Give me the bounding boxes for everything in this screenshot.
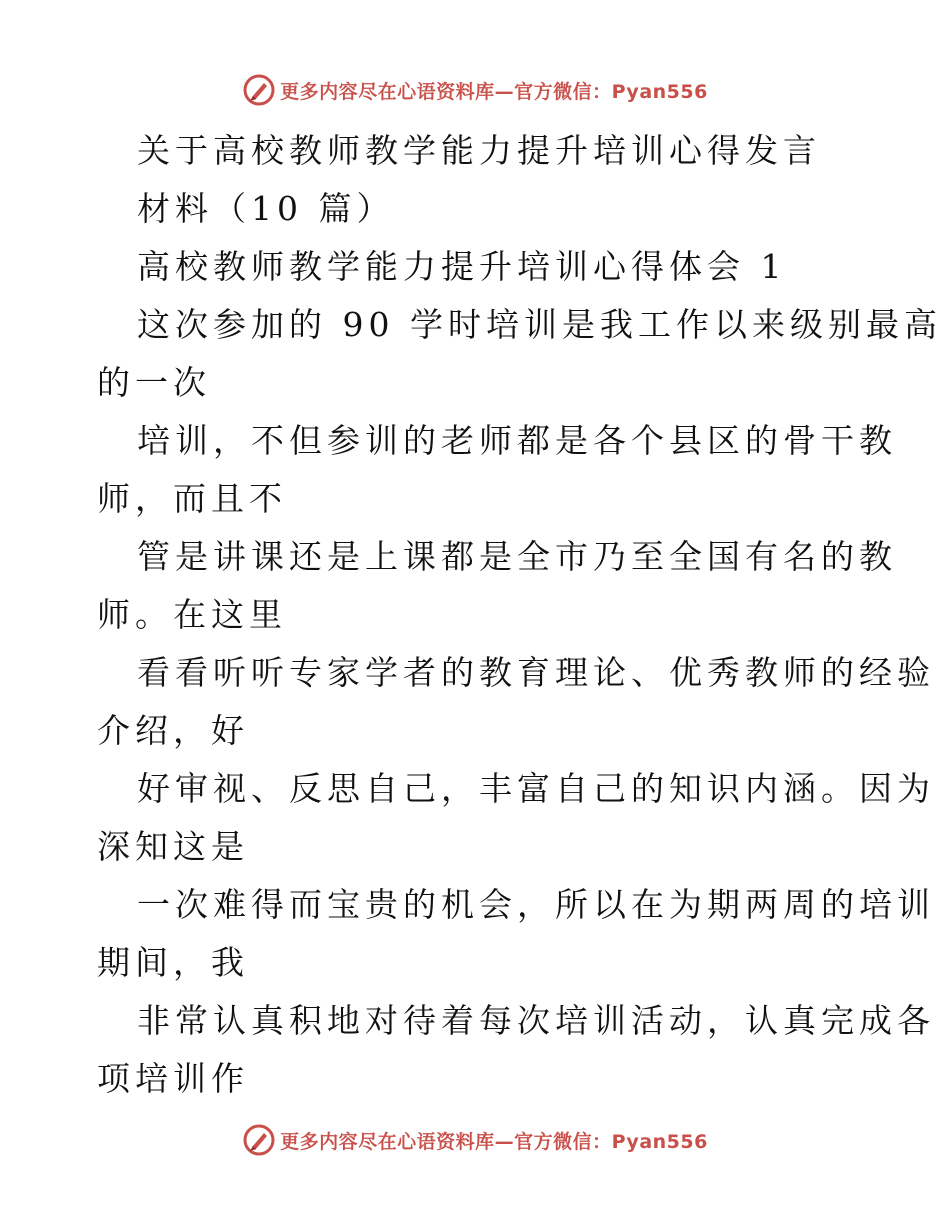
paragraph-line: 看看听听专家学者的教育理论、优秀教师的经验 — [137, 653, 935, 692]
paragraph-line: 一次难得而宝贵的机会，所以在为期两周的培训 — [137, 885, 935, 924]
doc-title-line-2: 材料（10 篇） — [137, 189, 395, 228]
paragraph-line: 非常认真积地对待着每次培训活动，认真完成各 — [137, 1001, 935, 1040]
paragraph-line: 好审视、反思自己，丰富自己的知识内涵。因为 — [137, 769, 935, 808]
paragraph-line: 师，而且不 — [97, 479, 287, 518]
paragraph-line: 这次参加的 90 学时培训是我工作以来级别最高 — [137, 305, 942, 344]
pen-logo-icon — [242, 73, 276, 107]
paragraph-line: 深知这是 — [97, 827, 249, 866]
doc-title-line-1: 关于高校教师教学能力提升培训心得发言 — [137, 131, 821, 170]
document-body — [97, 122, 942, 1108]
footer-banner-text: 更多内容尽在心语资料库—官方微信：Pyan556 — [280, 1130, 708, 1153]
paragraph-line: 期间，我 — [97, 943, 249, 982]
paragraph-line: 管是讲课还是上课都是全市乃至全国有名的教 — [137, 537, 897, 576]
paragraph-line: 介绍，好 — [97, 711, 249, 750]
header-banner — [0, 70, 950, 110]
paragraph-line: 的一次 — [97, 363, 211, 402]
section-heading: 高校教师教学能力提升培训心得体会 1 — [137, 247, 787, 286]
pen-logo-icon — [242, 1123, 276, 1157]
footer-banner — [0, 1120, 950, 1160]
header-banner-text: 更多内容尽在心语资料库—官方微信：Pyan556 — [280, 80, 708, 103]
paragraph-line: 师。在这里 — [97, 595, 287, 634]
paragraph-line: 培训，不但参训的老师都是各个县区的骨干教 — [137, 421, 897, 460]
paragraph-line: 项培训作 — [97, 1059, 249, 1098]
